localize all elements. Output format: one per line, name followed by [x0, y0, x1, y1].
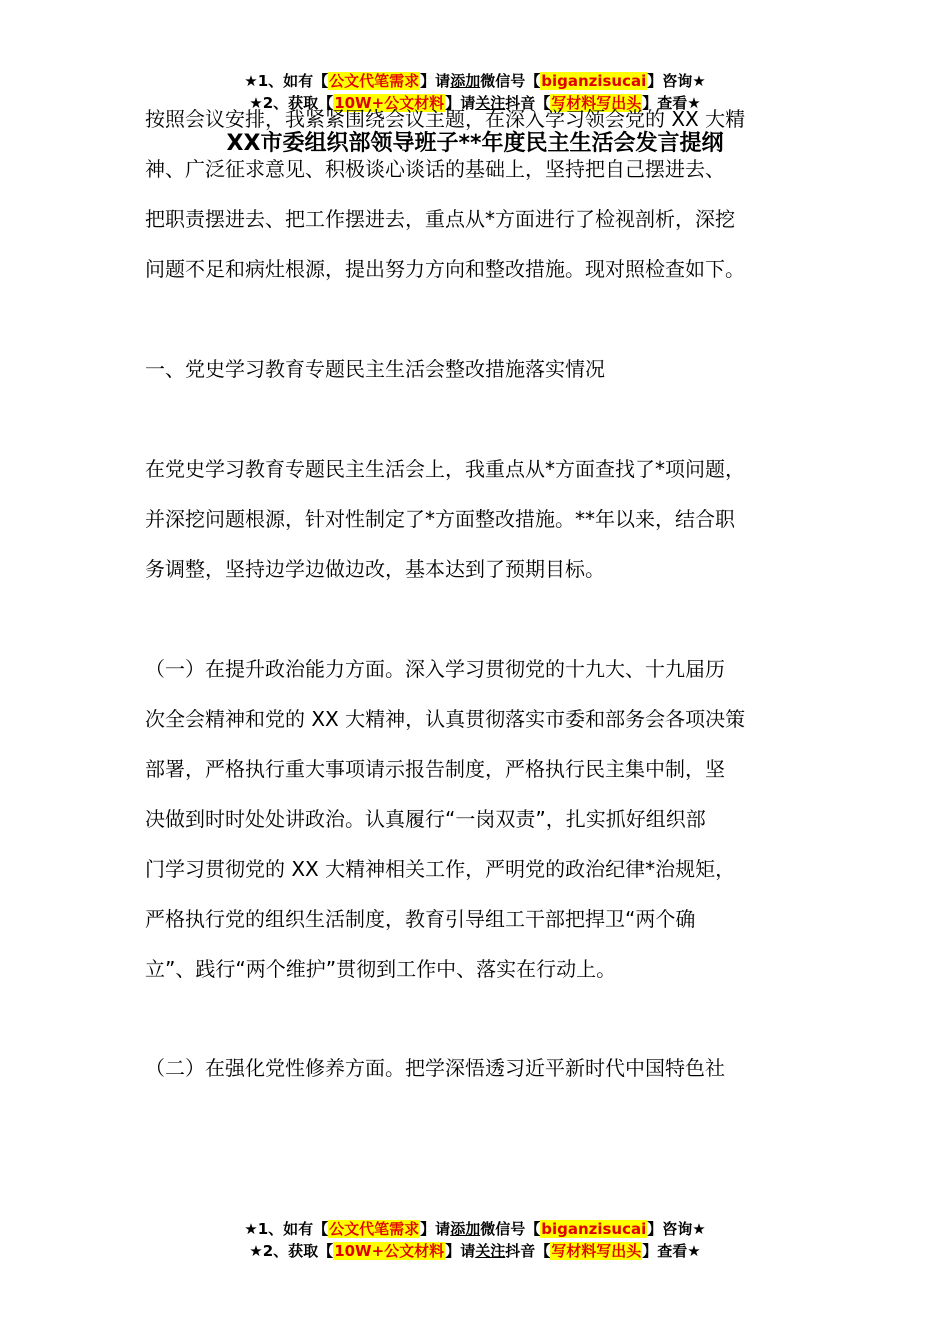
- promo-underlined-text: 添加: [450, 72, 481, 90]
- promo-text: 抖音【: [505, 94, 551, 112]
- text-line: 神、广泛征求意见、积极谈心谈话的基础上，坚持把自己摆进去、: [145, 157, 725, 181]
- promo-highlight: 10W+公文材料: [334, 94, 445, 112]
- promo-text: 抖音【: [505, 1242, 551, 1260]
- promo-text: ★1、如有【: [244, 72, 329, 90]
- promo-text: 】请: [420, 1220, 451, 1238]
- footer-promo-banner: [0, 1218, 950, 1262]
- text-line: 把职责摆进去、把工作摆进去，重点从*方面进行了检视剖析，深挖: [145, 207, 735, 231]
- paragraph-section-1: [145, 444, 745, 594]
- promo-highlight: biganzisucai: [541, 72, 647, 90]
- text-line: 立”、践行“两个维护”贯彻到工作中、落实在行动上。: [145, 957, 617, 981]
- heading-line: 一、党史学习教育专题民主生活会整改措施落实情况: [145, 357, 605, 381]
- paragraph-subsection-2: [145, 1043, 725, 1093]
- promo-text: 微信号【: [480, 1220, 541, 1238]
- promo-text: ★2、获取【: [249, 94, 334, 112]
- section-heading-1: [145, 344, 605, 394]
- document-title: XX市委组织部领导班子**年度民主生活会发言提纲: [226, 131, 724, 156]
- promo-underlined-text: 添加: [450, 1220, 481, 1238]
- promo-text: 】咨询★: [647, 72, 706, 90]
- promo-text: ★2、获取【: [249, 1242, 334, 1260]
- text-line: 并深挖问题根源，针对性制定了*方面整改措施。**年以来，结合职: [145, 507, 735, 531]
- promo-highlight: biganzisucai: [541, 1220, 647, 1238]
- promo-text: ★1、如有【: [244, 1220, 329, 1238]
- promo-text: 微信号【: [480, 72, 541, 90]
- promo-highlight: 公文代笔需求: [329, 72, 420, 90]
- text-line: 次全会精神和党的 XX 大精神，认真贯彻落实市委和部务会各项决策: [145, 707, 746, 731]
- promo-highlight: 写材料写出头: [551, 94, 642, 112]
- promo-text: 】查看★: [642, 1242, 701, 1260]
- text-line: （二）在强化党性修养方面。把学深悟透习近平新时代中国特色社: [145, 1056, 725, 1080]
- promo-highlight: 10W+公文材料: [334, 1242, 445, 1260]
- text-line: 问题不足和病灶根源，提出努力方向和整改措施。现对照检查如下。: [145, 257, 745, 281]
- text-line: （一）在提升政治能力方面。深入学习贯彻党的十九大、十九届历: [145, 657, 725, 681]
- promo-line-1: [0, 1218, 950, 1240]
- text-line: 决做到时时处处讲政治。认真履行“一岗双责”，扎实抓好组织部: [145, 807, 706, 831]
- promo-text: 】咨询★: [647, 1220, 706, 1238]
- promo-text: 】请: [445, 94, 476, 112]
- promo-text: 】请: [445, 1242, 476, 1260]
- text-line: 在党史学习教育专题民主生活会上，我重点从*方面查找了*项问题，: [145, 457, 745, 481]
- promo-highlight: 写材料写出头: [551, 1242, 642, 1260]
- promo-line-2: [0, 1240, 950, 1262]
- promo-underlined-text: 关注: [475, 94, 506, 112]
- text-line: 严格执行党的组织生活制度，教育引导组工干部把捍卫“两个确: [145, 907, 696, 931]
- text-line: 门学习贯彻党的 XX 大精神相关工作，严明党的政治纪律*治规矩，: [145, 857, 736, 881]
- text-line: 部署，严格执行重大事项请示报告制度，严格执行民主集中制，坚: [145, 757, 725, 781]
- paragraph-subsection-1: [145, 644, 745, 994]
- paragraph-intro: [145, 94, 745, 294]
- promo-text: 】请: [420, 72, 451, 90]
- text-line: 按照会议安排，我紧紧围绕会议主题，在深入学习领会党的 XX 大精: [145, 107, 746, 131]
- text-line: 务调整，坚持边学边做边改，基本达到了预期目标。: [145, 557, 605, 581]
- promo-text: 】查看★: [642, 94, 701, 112]
- promo-underlined-text: 关注: [475, 1242, 506, 1260]
- promo-highlight: 公文代笔需求: [329, 1220, 420, 1238]
- promo-line-1: [0, 70, 950, 92]
